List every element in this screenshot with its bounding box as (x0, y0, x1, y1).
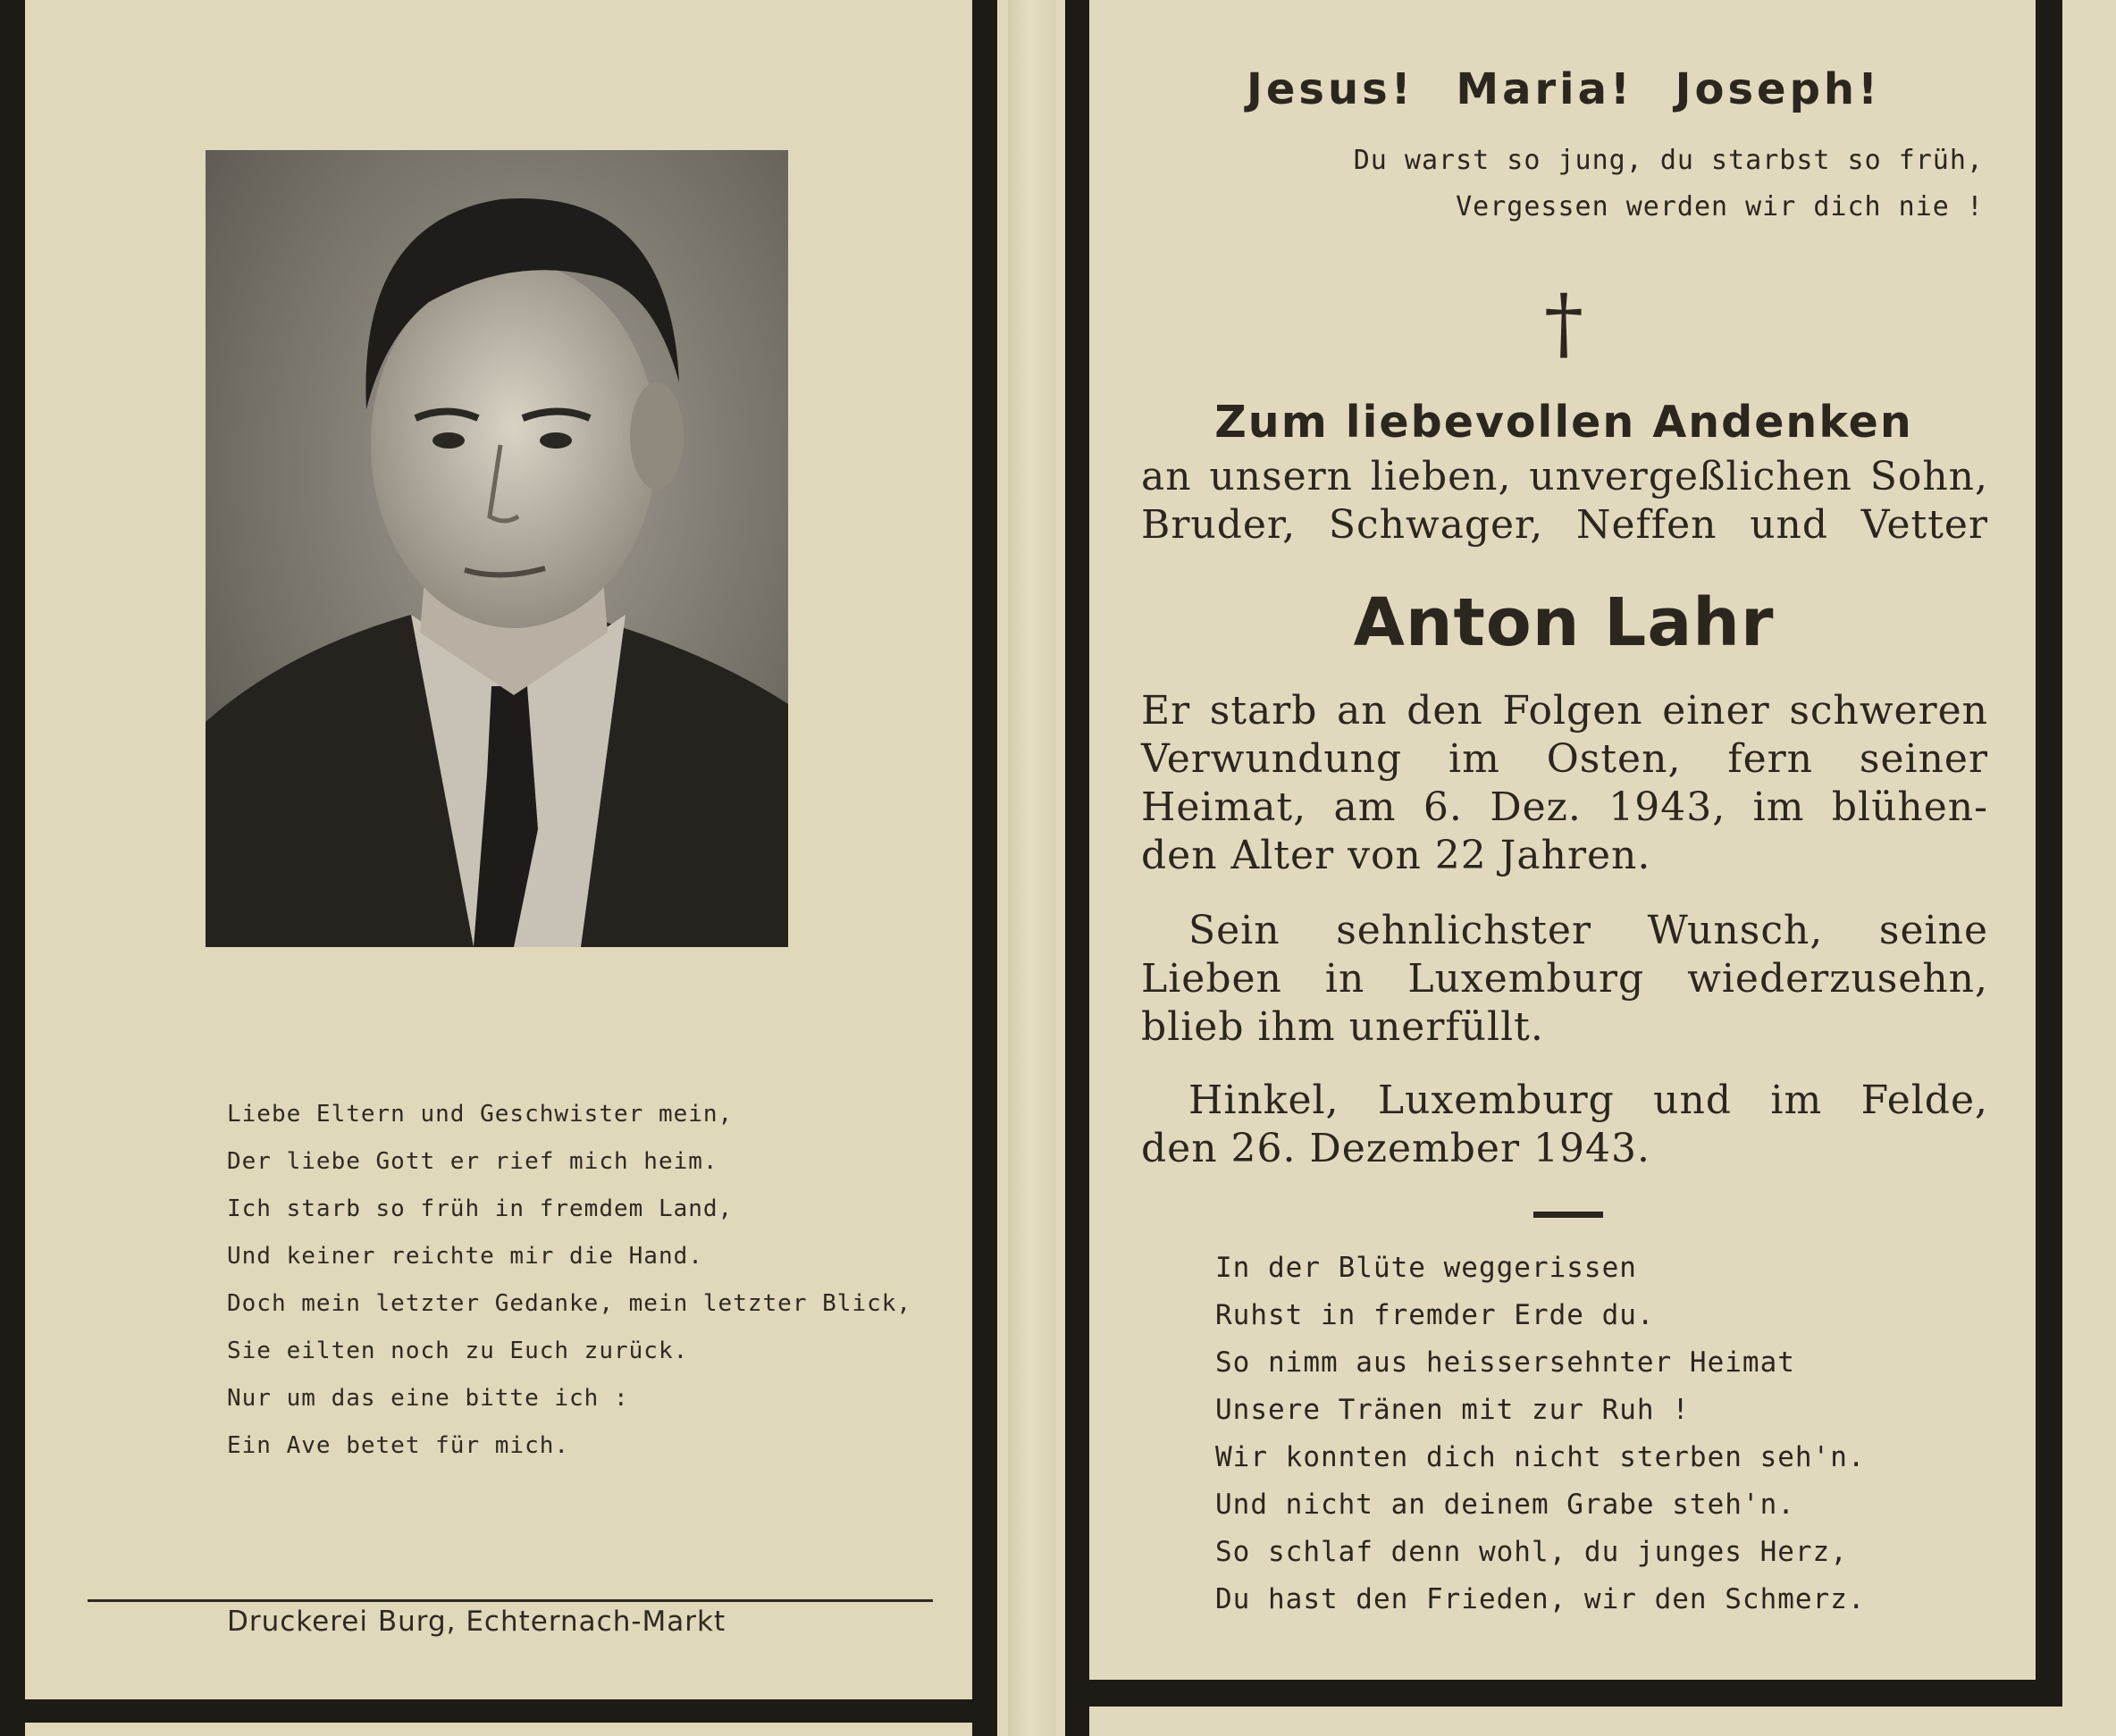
mourning-border-left-bottom (0, 1699, 997, 1723)
card-fold (1008, 0, 1056, 1736)
wish-text-line-2: Lieben in Luxemburg wiederzusehn, (1141, 956, 1988, 1002)
poem-line-3: Ich starb so früh in fremdem Land, (227, 1195, 734, 1222)
verse-line-4: Unsere Tränen mit zur Ruh ! (1215, 1394, 1690, 1426)
place-date-line-2: den 26. Dezember 1943. (1141, 1126, 1650, 1171)
verse-line-7: So schlaf denn wohl, du junges Herz, (1215, 1536, 1848, 1568)
portrait-photo (206, 150, 788, 947)
section-divider (1533, 1212, 1603, 1218)
mourning-border-right (2036, 0, 2062, 1702)
death-text-line-2: Verwundung im Osten, fern seiner (1141, 736, 1988, 782)
cross-symbol: † (1544, 277, 1583, 369)
motto-line-1: Du warst so jung, du starbst so früh, (1353, 145, 1984, 176)
verse-line-6: Und nicht an deinem Grabe steh'n. (1215, 1489, 1795, 1521)
death-text-line-3: Heimat, am 6. Dez. 1943, im blühen- (1141, 784, 1988, 830)
verse-line-2: Ruhst in fremder Erde du. (1215, 1299, 1655, 1331)
death-text-line-4: den Alter von 22 Jahren. (1141, 833, 1651, 878)
dedication-line-1: an unsern lieben, unvergeßlichen Sohn, (1141, 454, 1988, 499)
printer-imprint: Druckerei Burg, Echternach-Markt (227, 1606, 726, 1638)
memorial-heading: Zum liebevollen Andenken (1214, 397, 1913, 448)
poem-line-5: Doch mein letzter Gedanke, mein letzter Blick, (227, 1290, 912, 1317)
mourning-border-right-bottom (1065, 1680, 2062, 1707)
death-text-line-1: Er starb an den Folgen einer schweren (1141, 688, 1988, 734)
verse-line-5: Wir konnten dich nicht sterben seh'n. (1215, 1441, 1866, 1473)
poem-line-2: Der liebe Gott er rief mich heim. (227, 1148, 718, 1175)
poem-line-4: Und keiner reichte mir die Hand. (227, 1243, 703, 1270)
invocation-heading: Jesus! Maria! Joseph! (1247, 64, 1881, 114)
poem-line-6: Sie eilten noch zu Euch zurück. (227, 1338, 689, 1364)
mourning-border-left-inner (972, 0, 997, 1736)
mourning-border-right-inner (1065, 0, 1089, 1736)
poem-line-7: Nur um das eine bitte ich : (227, 1385, 629, 1412)
verse-line-3: So nimm aus heissersehnter Heimat (1215, 1346, 1795, 1379)
mourning-border-left (0, 0, 25, 1736)
imprint-rule (88, 1599, 933, 1602)
place-date-line-1: Hinkel, Luxemburg und im Felde, (1188, 1078, 1988, 1123)
poem-line-8: Ein Ave betet für mich. (227, 1432, 570, 1459)
dedication-line-2: Bruder, Schwager, Neffen und Vetter (1141, 502, 1988, 548)
wish-text-line-1: Sein sehnlichster Wunsch, seine (1188, 908, 1988, 953)
verse-line-8: Du hast den Frieden, wir den Schmerz. (1215, 1583, 1866, 1615)
poem-line-1: Liebe Eltern und Geschwister mein, (227, 1101, 734, 1128)
verse-line-1: In der Blüte weggerissen (1215, 1252, 1637, 1284)
wish-text-line-3: blieb ihm unerfüllt. (1141, 1004, 1544, 1050)
deceased-name: Anton Lahr (1353, 584, 1775, 661)
motto-line-2: Vergessen werden wir dich nie ! (1456, 191, 1984, 222)
